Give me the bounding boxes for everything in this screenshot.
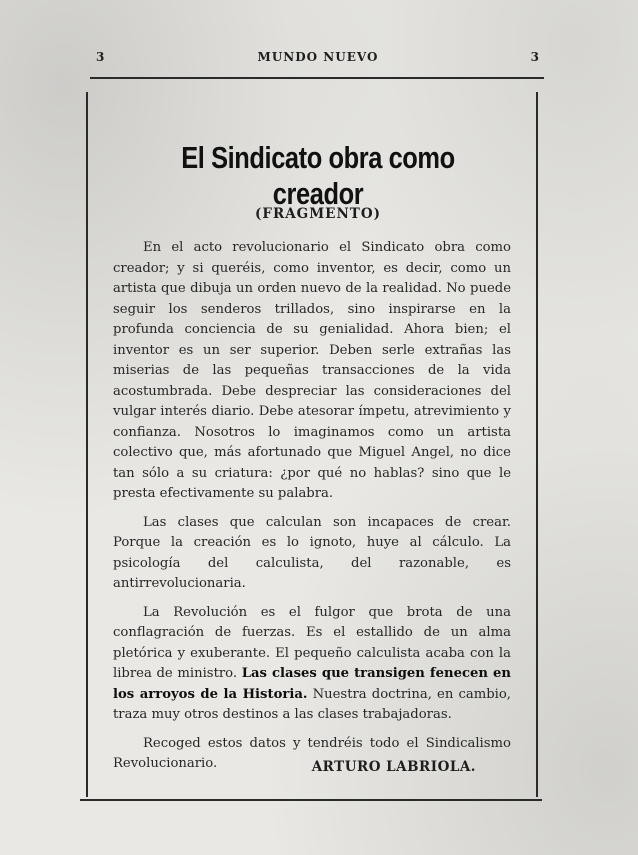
paragraph-3-text-before: La Revolución es el fulgor que brota de una conflagración de fuerzas. Es el estallido de un alma pletórica y exuberante. El pequeño calculista acaba con la librea de ministro. (113, 604, 511, 681)
paragraph-4: Recoged estos datos y tendréis todo el Sindicalismo Revolucionario. (113, 735, 511, 771)
publication-title: MUNDO NUEVO (257, 50, 379, 64)
running-head (96, 50, 540, 68)
header-rule (90, 77, 544, 79)
article-title: El Sindicato obra como creador (181, 140, 455, 211)
paragraph-3-bold: Las clases que transigen fenecen en los arroyos de la Historia. (113, 666, 511, 702)
paragraph-3 (113, 603, 511, 726)
article-subtitle: (FRAGMENTO) (255, 206, 381, 222)
article-body (113, 238, 511, 783)
paragraph-3-text-after: Nuestra doctrina, en cambio, traza muy otros destinos a las clases trabajadoras. (113, 686, 511, 722)
page-number-right: 3 (530, 50, 540, 64)
footer-rule (80, 799, 542, 801)
paragraph-2: Las clases que calculan son incapaces de crear. Porque la creación es lo ignoto, huye al cálculo. La psicología del calculista, del razonable, es antirrevolucionaria. (113, 514, 511, 591)
page-number-left: 3 (96, 50, 106, 64)
author-signature: ARTURO LABRIOLA. (311, 759, 476, 775)
paragraph-1: En el acto revolucionario el Sindicato obra como creador; y si queréis, como inventor, es decir, como un artista que dibuja un orden nuevo de la realidad. No puede seguir los senderos trillados, sino inspirarse en la profunda conciencia de su genialidad. Ahora bien; el inventor es un ser superior. Deben serle extrañas las miserias de las pequeñas transacciones de la vida acostumbrada. Debe despreciar las consideraciones del vulgar interés diario. Debe atesorar ímpetu, atrevimiento y confianza. Nosotros lo imaginamos como un artista colectivo que, más afortunado que Miguel Angel, no dice tan sólo a su criatura: ¿por qué no hablas? sino que le presta efectivamente su palabra. (113, 240, 511, 501)
